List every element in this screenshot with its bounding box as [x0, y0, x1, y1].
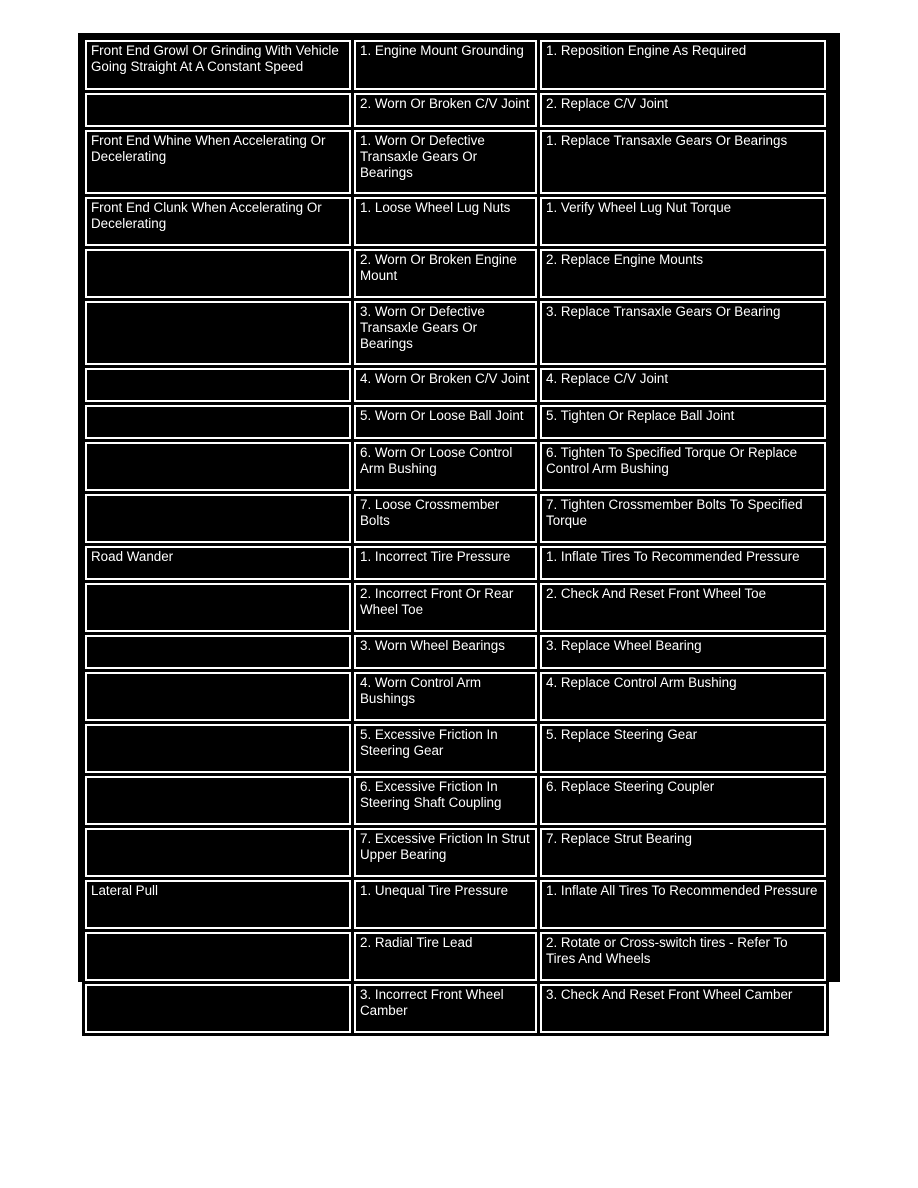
correction-cell: 5. Replace Steering Gear: [540, 724, 826, 773]
cause-cell: 1. Loose Wheel Lug Nuts: [354, 197, 537, 246]
condition-cell: [85, 672, 351, 721]
condition-cell: [85, 828, 351, 877]
correction-cell: 2. Replace C/V Joint: [540, 93, 826, 127]
condition-cell: [85, 368, 351, 402]
table-row: [85, 93, 826, 127]
condition-cell: [85, 932, 351, 981]
table-row: [85, 301, 826, 365]
cause-cell: 2. Worn Or Broken C/V Joint: [354, 93, 537, 127]
table-row: [85, 130, 826, 194]
condition-cell: [85, 93, 351, 127]
condition-cell: [85, 249, 351, 298]
correction-cell: 1. Inflate Tires To Recommended Pressure: [540, 546, 826, 580]
correction-cell: 4. Replace C/V Joint: [540, 368, 826, 402]
cause-cell: 2. Worn Or Broken Engine Mount: [354, 249, 537, 298]
correction-cell: 3. Replace Transaxle Gears Or Bearing: [540, 301, 826, 365]
cause-cell: 6. Worn Or Loose Control Arm Bushing: [354, 442, 537, 491]
condition-cell: [85, 583, 351, 632]
condition-cell: [85, 301, 351, 365]
correction-cell: 3. Replace Wheel Bearing: [540, 635, 826, 669]
correction-cell: 7. Tighten Crossmember Bolts To Specified Torque: [540, 494, 826, 543]
table-row: [85, 368, 826, 402]
correction-cell: 6. Tighten To Specified Torque Or Replace Control Arm Bushing: [540, 442, 826, 491]
condition-cell: Road Wander: [85, 546, 351, 580]
table-row: [85, 40, 826, 90]
condition-cell: Front End Clunk When Accelerating Or Decelerating: [85, 197, 351, 246]
cause-cell: 6. Excessive Friction In Steering Shaft Coupling: [354, 776, 537, 825]
cause-cell: 1. Unequal Tire Pressure: [354, 880, 537, 929]
table-row: [85, 249, 826, 298]
condition-cell: [85, 494, 351, 543]
condition-cell: [85, 442, 351, 491]
cause-cell: 1. Engine Mount Grounding: [354, 40, 537, 90]
correction-cell: 6. Replace Steering Coupler: [540, 776, 826, 825]
table-row: [85, 635, 826, 669]
table-row: [85, 583, 826, 632]
diagnosis-table: [82, 37, 829, 1036]
table-row: [85, 494, 826, 543]
table-row: [85, 197, 826, 246]
diagnosis-table-body: [85, 40, 826, 1033]
diagnosis-table-panel: [78, 33, 840, 1018]
condition-cell: [85, 984, 351, 1033]
correction-cell: 2. Check And Reset Front Wheel Toe: [540, 583, 826, 632]
correction-cell: 1. Reposition Engine As Required: [540, 40, 826, 90]
cause-cell: 2. Incorrect Front Or Rear Wheel Toe: [354, 583, 537, 632]
condition-cell: [85, 724, 351, 773]
correction-cell: 3. Check And Reset Front Wheel Camber: [540, 984, 826, 1033]
correction-cell: 7. Replace Strut Bearing: [540, 828, 826, 877]
cause-cell: 3. Worn Or Defective Transaxle Gears Or Bearings: [354, 301, 537, 365]
condition-cell: Lateral Pull: [85, 880, 351, 929]
correction-cell: 1. Replace Transaxle Gears Or Bearings: [540, 130, 826, 194]
cause-cell: 5. Excessive Friction In Steering Gear: [354, 724, 537, 773]
cause-cell: 3. Worn Wheel Bearings: [354, 635, 537, 669]
cause-cell: 4. Worn Control Arm Bushings: [354, 672, 537, 721]
correction-cell: 1. Verify Wheel Lug Nut Torque: [540, 197, 826, 246]
table-row: [85, 984, 826, 1033]
table-row: [85, 405, 826, 439]
correction-cell: 2. Replace Engine Mounts: [540, 249, 826, 298]
cause-cell: 1. Worn Or Defective Transaxle Gears Or Bearings: [354, 130, 537, 194]
cause-cell: 2. Radial Tire Lead: [354, 932, 537, 981]
cause-cell: 5. Worn Or Loose Ball Joint: [354, 405, 537, 439]
table-row: [85, 724, 826, 773]
cause-cell: 1. Incorrect Tire Pressure: [354, 546, 537, 580]
condition-cell: [85, 635, 351, 669]
correction-cell: 2. Rotate or Cross-switch tires - Refer To Tires And Wheels: [540, 932, 826, 981]
cause-cell: 3. Incorrect Front Wheel Camber: [354, 984, 537, 1033]
condition-cell: Front End Whine When Accelerating Or Decelerating: [85, 130, 351, 194]
correction-cell: 5. Tighten Or Replace Ball Joint: [540, 405, 826, 439]
table-row: [85, 546, 826, 580]
table-row: [85, 442, 826, 491]
cause-cell: 7. Loose Crossmember Bolts: [354, 494, 537, 543]
correction-cell: 4. Replace Control Arm Bushing: [540, 672, 826, 721]
condition-cell: [85, 776, 351, 825]
condition-cell: Front End Growl Or Grinding With Vehicle Going Straight At A Constant Speed: [85, 40, 351, 90]
table-row: [85, 776, 826, 825]
table-row: [85, 932, 826, 981]
table-row: [85, 828, 826, 877]
condition-cell: [85, 405, 351, 439]
cause-cell: 7. Excessive Friction In Strut Upper Bearing: [354, 828, 537, 877]
table-row: [85, 672, 826, 721]
table-row: [85, 880, 826, 929]
cause-cell: 4. Worn Or Broken C/V Joint: [354, 368, 537, 402]
correction-cell: 1. Inflate All Tires To Recommended Pressure: [540, 880, 826, 929]
